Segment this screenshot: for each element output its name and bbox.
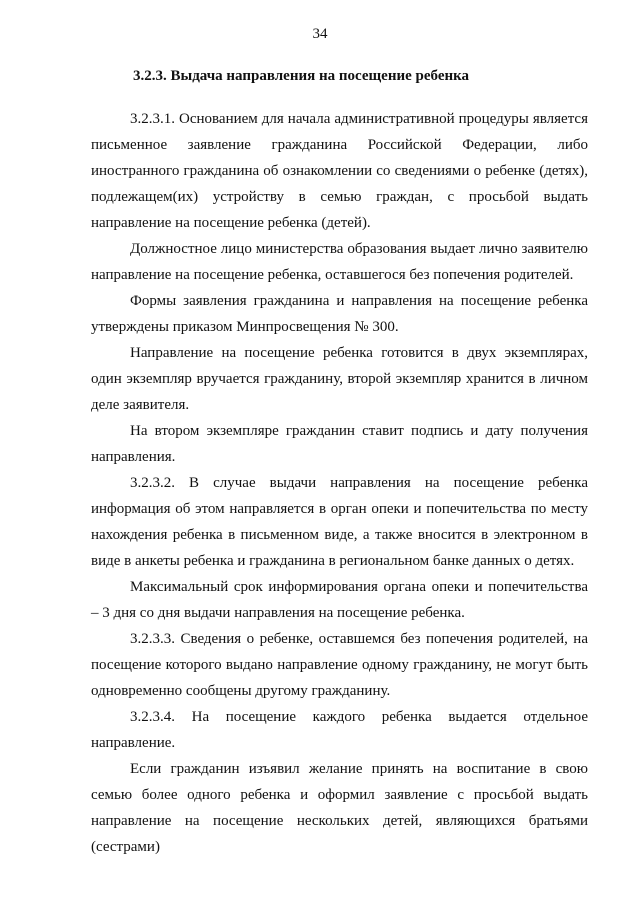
paragraph-siblings: Если гражданин изъявил желание принять на воспитание в свою семью более одного ребенка и оформил заявление с просьбой выдать направление на посещение нескольких детей, являющихся братьями (сестрами) <box>91 761 588 855</box>
paragraph-3-2-3-4: 3.2.3.4. На посещение каждого ребенка выдается отдельное направление. <box>91 709 588 751</box>
paragraph-forms: Формы заявления гражданина и направления на посещение ребенка утверждены приказом Минпросвещения № 300. <box>91 293 588 335</box>
paragraph-3-2-3-3: 3.2.3.3. Сведения о ребенке, оставшемся без попечения родителей, на посещение которого выдано направление одному гражданину, не могут быть одновременно сообщены другому гражданину. <box>91 631 588 699</box>
paragraph-signature: На втором экземпляре гражданин ставит подпись и дату получения направления. <box>91 423 588 465</box>
paragraph-3-2-3-1: 3.2.3.1. Основанием для начала административной процедуры является письменное заявление гражданина Российской Федерации, либо иностранного гражданина об ознакомлении со сведениями о ребенке (детях), подлежащем(их) устройству в семью граждан, с просьбой выдать направление на посещение ребенка (детей). <box>91 111 588 231</box>
paragraph-two-copies: Направление на посещение ребенка готовится в двух экземплярах, один экземпляр вручается гражданину, второй экземпляр хранится в личном деле заявителя. <box>91 345 588 413</box>
section-heading: 3.2.3. Выдача направления на посещение ребенка <box>133 68 470 84</box>
paragraph-3-2-3-2: 3.2.3.2. В случае выдачи направления на посещение ребенка информация об этом направляется в орган опеки и попечительства по месту нахождения ребенка в письменном виде, а также вносится в электронном в виде в анкеты ребенка и гражданина в региональном банке данных о детях. <box>91 475 588 569</box>
paragraph-official-issues: Должностное лицо министерства образования выдает лично заявителю направление на посещение ребенка, оставшегося без попечения родителей. <box>91 241 588 283</box>
body-text <box>91 106 588 860</box>
paragraph-max-term: Максимальный срок информирования органа опеки и попечительства – 3 дня со дня выдачи направления на посещение ребенка. <box>91 579 588 621</box>
page-number: 34 <box>312 26 328 42</box>
